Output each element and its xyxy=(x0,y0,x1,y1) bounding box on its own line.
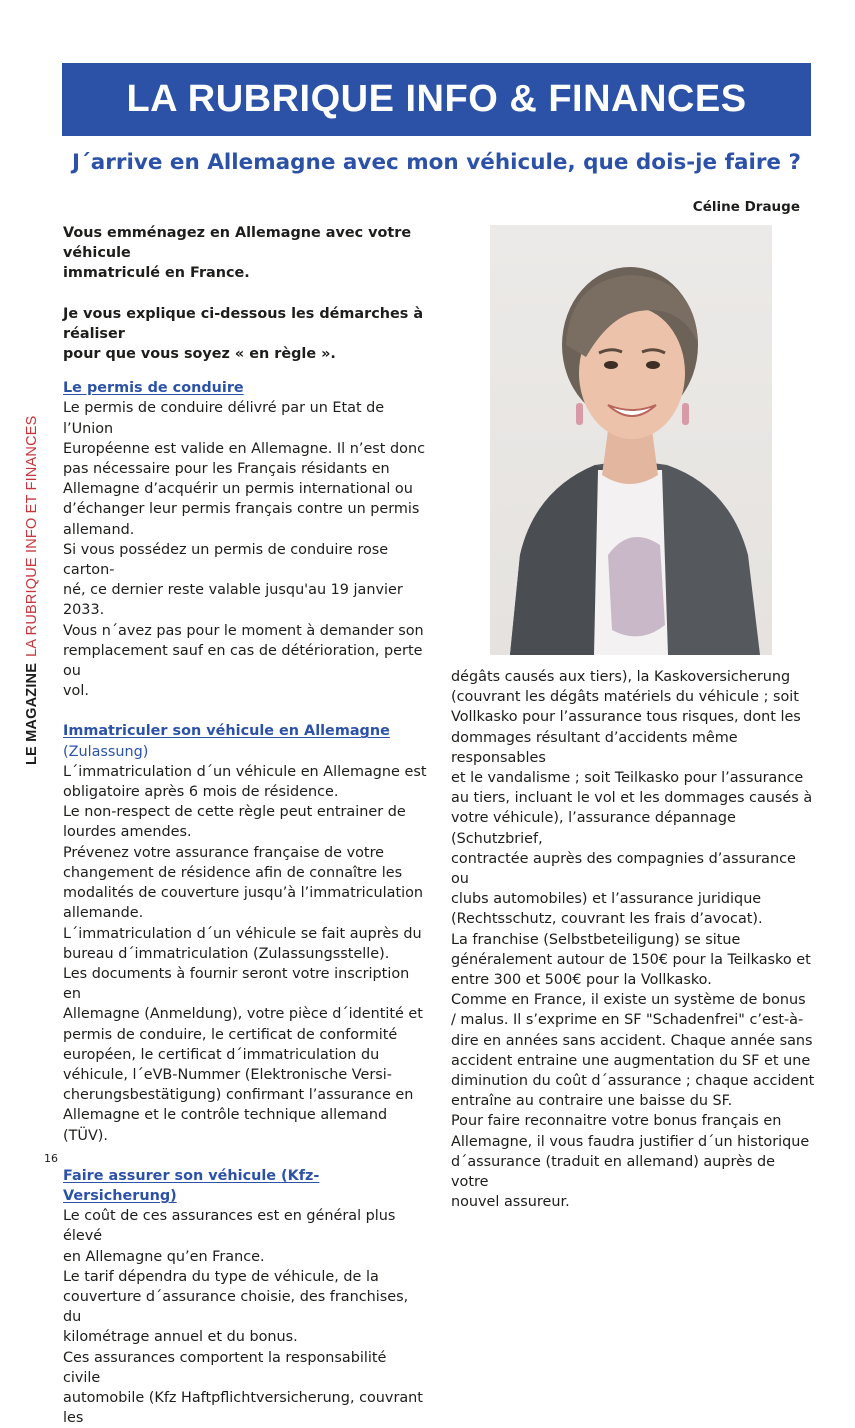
text-line: véhicule, l´eVB-Nummer (Elektronische Versi- xyxy=(63,1066,392,1083)
text-line: permis de conduire, le certificat de conformité xyxy=(63,1026,398,1043)
text-line: entre 300 et 500€ pour la Vollkasko. xyxy=(451,972,712,989)
text-line: Le tarif dépendra du type de véhicule, de la xyxy=(63,1268,379,1285)
text-line: pour que vous soyez « en règle ». xyxy=(63,346,336,363)
section-heading-note: (Zulassung) xyxy=(63,743,149,760)
text-line: Pour faire reconnaitre votre bonus français en xyxy=(451,1113,782,1130)
text-line: Européenne est valide en Allemagne. Il n’est donc xyxy=(63,440,425,457)
text-line: allemande. xyxy=(63,905,144,922)
text-line: diminution du coût d´assurance ; chaque accident xyxy=(451,1073,815,1090)
text-line: obligatoire après 6 mois de résidence. xyxy=(63,784,339,801)
section-body xyxy=(63,1206,428,1428)
text-line: Ces assurances comportent la responsabilité civile xyxy=(63,1349,387,1386)
article-title: J´arrive en Allemagne avec mon véhicule, que dois-je faire ? xyxy=(72,150,801,175)
text-line: accident entraine une augmentation du SF et une xyxy=(451,1052,811,1069)
text-line: Allemagne, il vous faudra justifier d´un historique xyxy=(451,1133,810,1150)
text-line: européen, le certificat d´immatriculation du xyxy=(63,1046,380,1063)
text-line: d’échanger leur permis français contre un permis xyxy=(63,501,420,518)
intro-paragraph-1 xyxy=(63,223,428,284)
text-line: modalités de couverture jusqu’à l’immatriculation xyxy=(63,885,424,902)
text-line: Les documents à fournir seront votre inscription en xyxy=(63,965,410,1003)
author-name: Céline Drauge xyxy=(692,199,800,215)
text-line: Prévenez votre assurance française de votre xyxy=(63,844,385,861)
section-permis xyxy=(63,378,428,701)
author-photo xyxy=(490,225,772,655)
text-line: né, ce dernier reste valable jusqu'au 19 janvier 2033. xyxy=(63,582,403,619)
section-heading-row xyxy=(63,721,428,761)
rubric-title: LA RUBRIQUE INFO & FINANCES xyxy=(126,78,747,120)
text-line: en Allemagne qu’en France. xyxy=(63,1248,265,1265)
text-line: Vollkasko pour l’assurance tous risques, dont les xyxy=(451,709,801,726)
text-line: allemand. xyxy=(63,521,135,538)
text-line: Vous n´avez pas pour le moment à demander son xyxy=(63,622,424,639)
text-line: Comme en France, il existe un système de bonus xyxy=(451,992,806,1009)
section-heading-immatriculation: Immatriculer son véhicule en Allemagne xyxy=(63,723,390,740)
intro-paragraph-2 xyxy=(63,304,428,365)
side-label-magazine: LE MAGAZINE xyxy=(24,662,40,765)
text-line: vol. xyxy=(63,683,89,700)
text-line: lourdes amendes. xyxy=(63,824,192,841)
text-line: kilométrage annuel et du bonus. xyxy=(63,1329,298,1346)
header-banner xyxy=(62,63,811,136)
text-line: et le vandalisme ; soit Teilkasko pour l’assurance xyxy=(451,770,804,787)
text-line: Allemagne d’acquérir un permis international ou xyxy=(63,481,413,498)
text-line: généralement autour de 150€ pour la Teilkasko et xyxy=(451,951,811,968)
text-line: Je vous explique ci-dessous les démarches à réaliser xyxy=(63,305,424,342)
text-line: (Rechtsschutz, couvrant les frais d’avocat). xyxy=(451,911,763,928)
section-heading-assurance: Faire assurer son véhicule (Kfz-Versicherung) xyxy=(63,1167,320,1204)
text-line: dommages résultant d’accidents même responsables xyxy=(451,729,738,766)
text-line: (couvrant les dégâts matériels du véhicule ; soit xyxy=(451,689,799,706)
text-line: Le coût de ces assurances est en général plus élevé xyxy=(63,1208,396,1245)
text-line: bureau d´immatriculation (Zulassungsstelle). xyxy=(63,945,390,962)
section-heading-permis: Le permis de conduire xyxy=(63,380,244,397)
text-line: entraîne au contraire une baisse du SF. xyxy=(451,1093,733,1110)
text-line: Le non-respect de cette règle peut entrainer de xyxy=(63,804,406,821)
text-line: dire en années sans accident. Chaque année sans xyxy=(451,1032,813,1049)
section-body xyxy=(63,762,428,1146)
page-number: 16 xyxy=(44,1152,58,1165)
right-column xyxy=(451,667,816,1212)
text-line: automobile (Kfz Haftpflichtversicherung, couvrant les xyxy=(63,1389,423,1427)
section-body xyxy=(451,667,816,1212)
side-label-rubrique: LA RUBRIQUE INFO ET FINANCES xyxy=(24,415,40,657)
text-line: nouvel assureur. xyxy=(451,1194,570,1211)
text-line: d´assurance (traduit en allemand) auprès de votre xyxy=(451,1153,776,1191)
text-line: dégâts causés aux tiers), la Kaskoversicherung xyxy=(451,669,791,685)
text-line: Allemagne et le contrôle technique allemand (TÜV). xyxy=(63,1107,388,1144)
portrait-illustration xyxy=(490,225,772,655)
text-line: immatriculé en France. xyxy=(63,265,250,282)
text-line: L´immatriculation d´un véhicule se fait auprès du xyxy=(63,925,422,942)
text-line: cherungsbestätigung) confirmant l’assurance en xyxy=(63,1087,414,1104)
text-line: La franchise (Selbstbeteiligung) se situe xyxy=(451,931,741,948)
text-line: remplacement sauf en cas de détérioration, perte ou xyxy=(63,642,423,680)
text-line: / malus. Il s’exprime en SF "Schadenfrei" c’est-à- xyxy=(451,1012,804,1029)
side-section-label xyxy=(24,416,40,766)
text-line: couverture d´assurance choisie, des franchises, du xyxy=(63,1288,409,1326)
text-line: au tiers, incluant le vol et les dommages causés à xyxy=(451,790,813,807)
left-column xyxy=(63,223,428,1428)
section-assurance xyxy=(63,1166,428,1428)
text-line: votre véhicule), l’assurance dépannage (Schutzbrief, xyxy=(451,810,736,847)
text-line: contractée auprès des compagnies d’assurance ou xyxy=(451,850,796,888)
text-line: Allemagne (Anmeldung), votre pièce d´identité et xyxy=(63,1006,423,1023)
text-line: Si vous possédez un permis de conduire rose carton- xyxy=(63,541,389,579)
text-line: pas nécessaire pour les Français résidants en xyxy=(63,461,390,478)
text-line: clubs automobiles) et l’assurance juridique xyxy=(451,891,762,908)
text-line: Vous emménagez en Allemagne avec votre véhicule xyxy=(63,225,412,262)
text-line: Le permis de conduire délivré par un Etat de l’Union xyxy=(63,400,385,437)
text-line: L´immatriculation d´un véhicule en Allemagne est xyxy=(63,763,427,780)
section-body xyxy=(63,398,428,701)
text-line: changement de résidence afin de connaître les xyxy=(63,864,403,881)
section-immatriculation xyxy=(63,721,428,1145)
